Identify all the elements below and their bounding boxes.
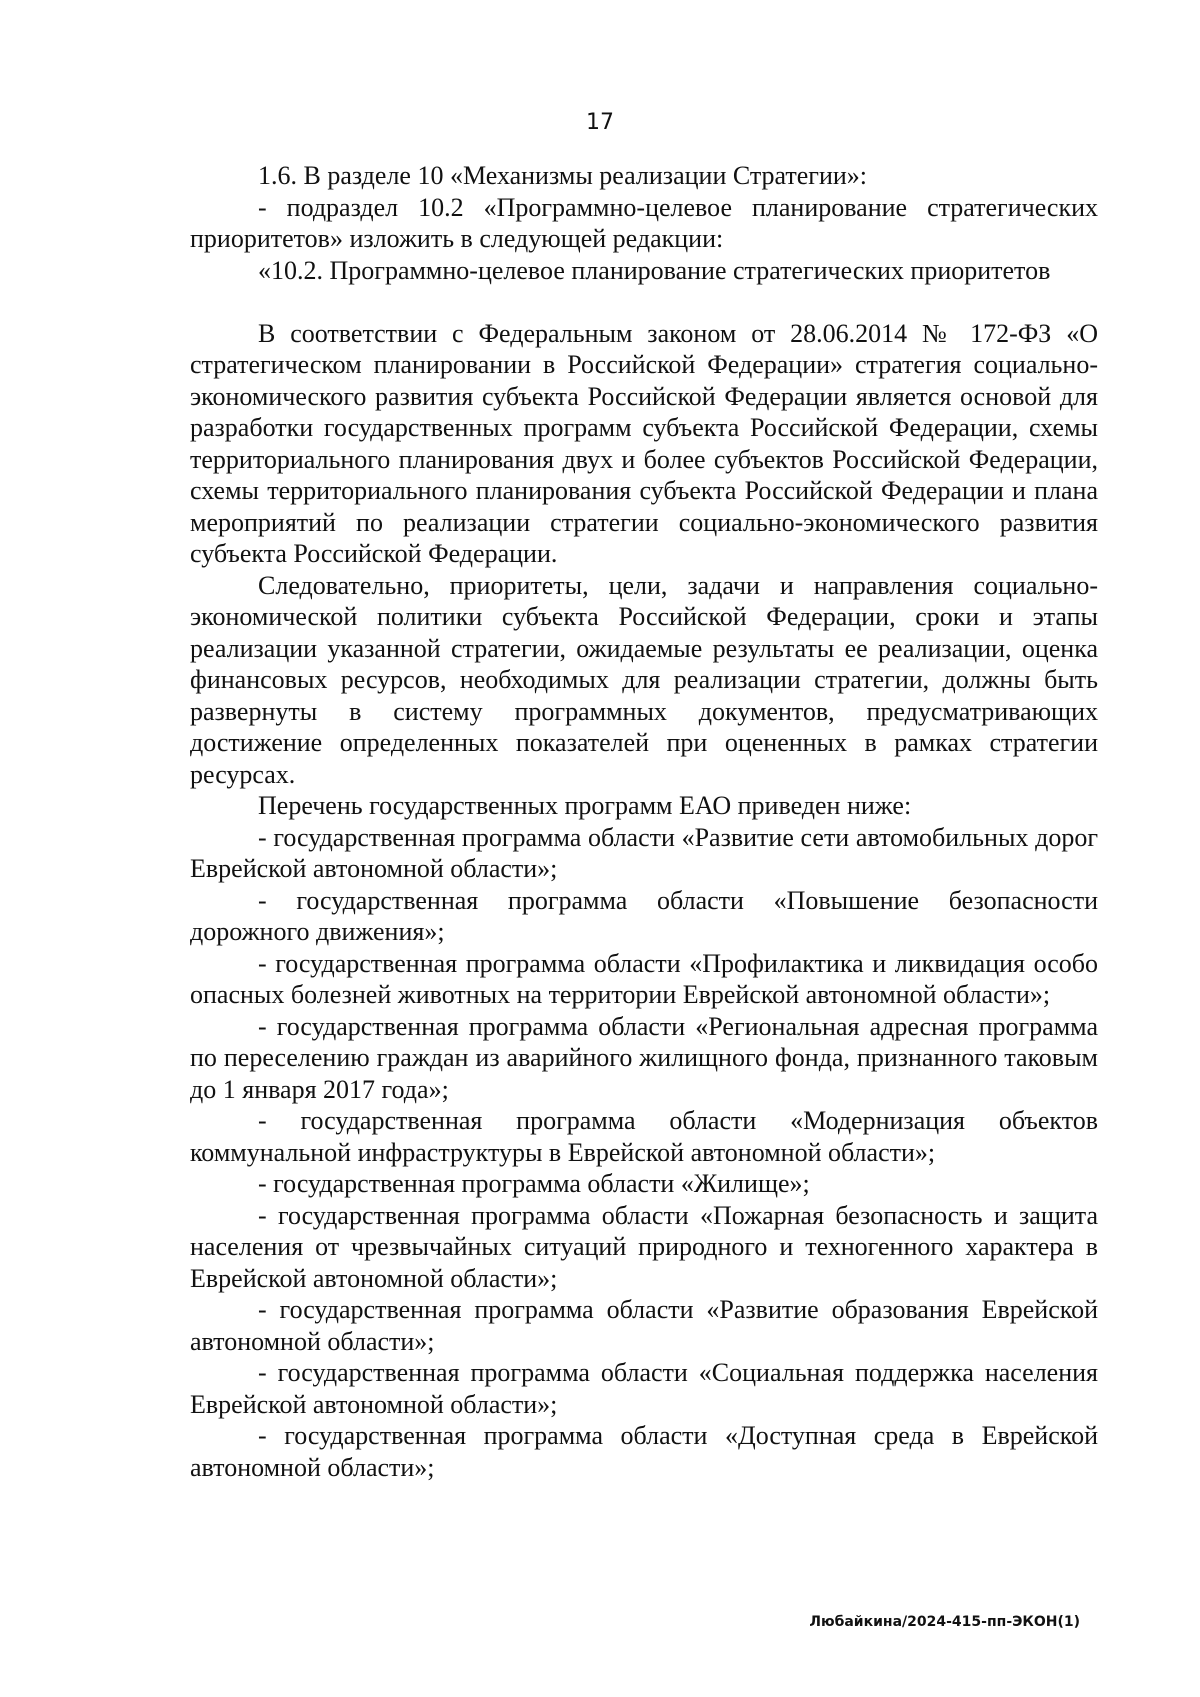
list-item: - государственная программа области «Модернизация объектов коммунальной инфраструктуры в Еврейской автономной области»; <box>190 1106 1098 1167</box>
document-body <box>190 160 1098 1483</box>
page-number: 17 <box>586 110 614 135</box>
footer-reference: Любайкина/2024-415-пп-ЭКОН(1) <box>809 1614 1080 1630</box>
list-item: - государственная программа области «Доступная среда в Еврейской автономной области»; <box>190 1421 1098 1482</box>
paragraph: - подраздел 10.2 «Программно-целевое планирование стратегических приоритетов» изложить в следующей редакции: <box>190 192 1098 253</box>
blank-line <box>190 286 1098 318</box>
list-item: - государственная программа области «Социальная поддержка населения Еврейской автономной области»; <box>190 1358 1098 1419</box>
list-item: - государственная программа области «Повышение безопасности дорожного движения»; <box>190 885 1098 946</box>
list-item: - государственная программа области «Жилище»; <box>258 1169 810 1198</box>
paragraph: В соответствии с Федеральным законом от 28.06.2014 № 172-ФЗ «О стратегическом планировании в Российской Федерации» стратегия социально-экономического развития субъекта Российской Федерации является основой для разработки государственных программ субъекта Российской Федерации, схемы территориального планирования двух и более субъектов Российской Федерации, схемы территориального планирования субъекта Российской Федерации и плана мероприятий по реализации стратегии социально-экономического развития субъекта Российской Федерации. <box>190 318 1098 568</box>
paragraph: Следовательно, приоритеты, цели, задачи и направления социально-экономической политики субъекта Российской Федерации, сроки и этапы реализации указанной стратегии, ожидаемые результаты ее реализации, оценка финансовых ресурсов, необходимых для реализации стратегии, должны быть развернуты в систему программных документов, предусматривающих достижение определенных показателей при оцененных в рамках стратегии ресурсах. <box>190 570 1098 789</box>
list-item: - государственная программа области «Развитие образования Еврейской автономной области»; <box>190 1295 1098 1356</box>
list-item: - государственная программа области «Развитие сети автомобильных дорог Еврейской автономной области»; <box>190 822 1098 883</box>
subsection-title: «10.2. Программно-целевое планирование стратегических приоритетов <box>258 255 1051 285</box>
section-heading: 1.6. В разделе 10 «Механизмы реализации Стратегии»: <box>258 161 868 190</box>
list-item: - государственная программа области «Региональная адресная программа по переселению граждан из аварийного жилищного фонда, признанного таковым до 1 января 2017 года»; <box>190 1011 1098 1104</box>
list-item: - государственная программа области «Профилактика и ликвидация особо опасных болезней животных на территории Еврейской автономной области»; <box>190 948 1098 1009</box>
paragraph: Перечень государственных программ ЕАО приведен ниже: <box>258 791 912 820</box>
list-item: - государственная программа области «Пожарная безопасность и защита населения от чрезвычайных ситуаций природного и техногенного характера в Еврейской автономной области»; <box>190 1200 1098 1293</box>
